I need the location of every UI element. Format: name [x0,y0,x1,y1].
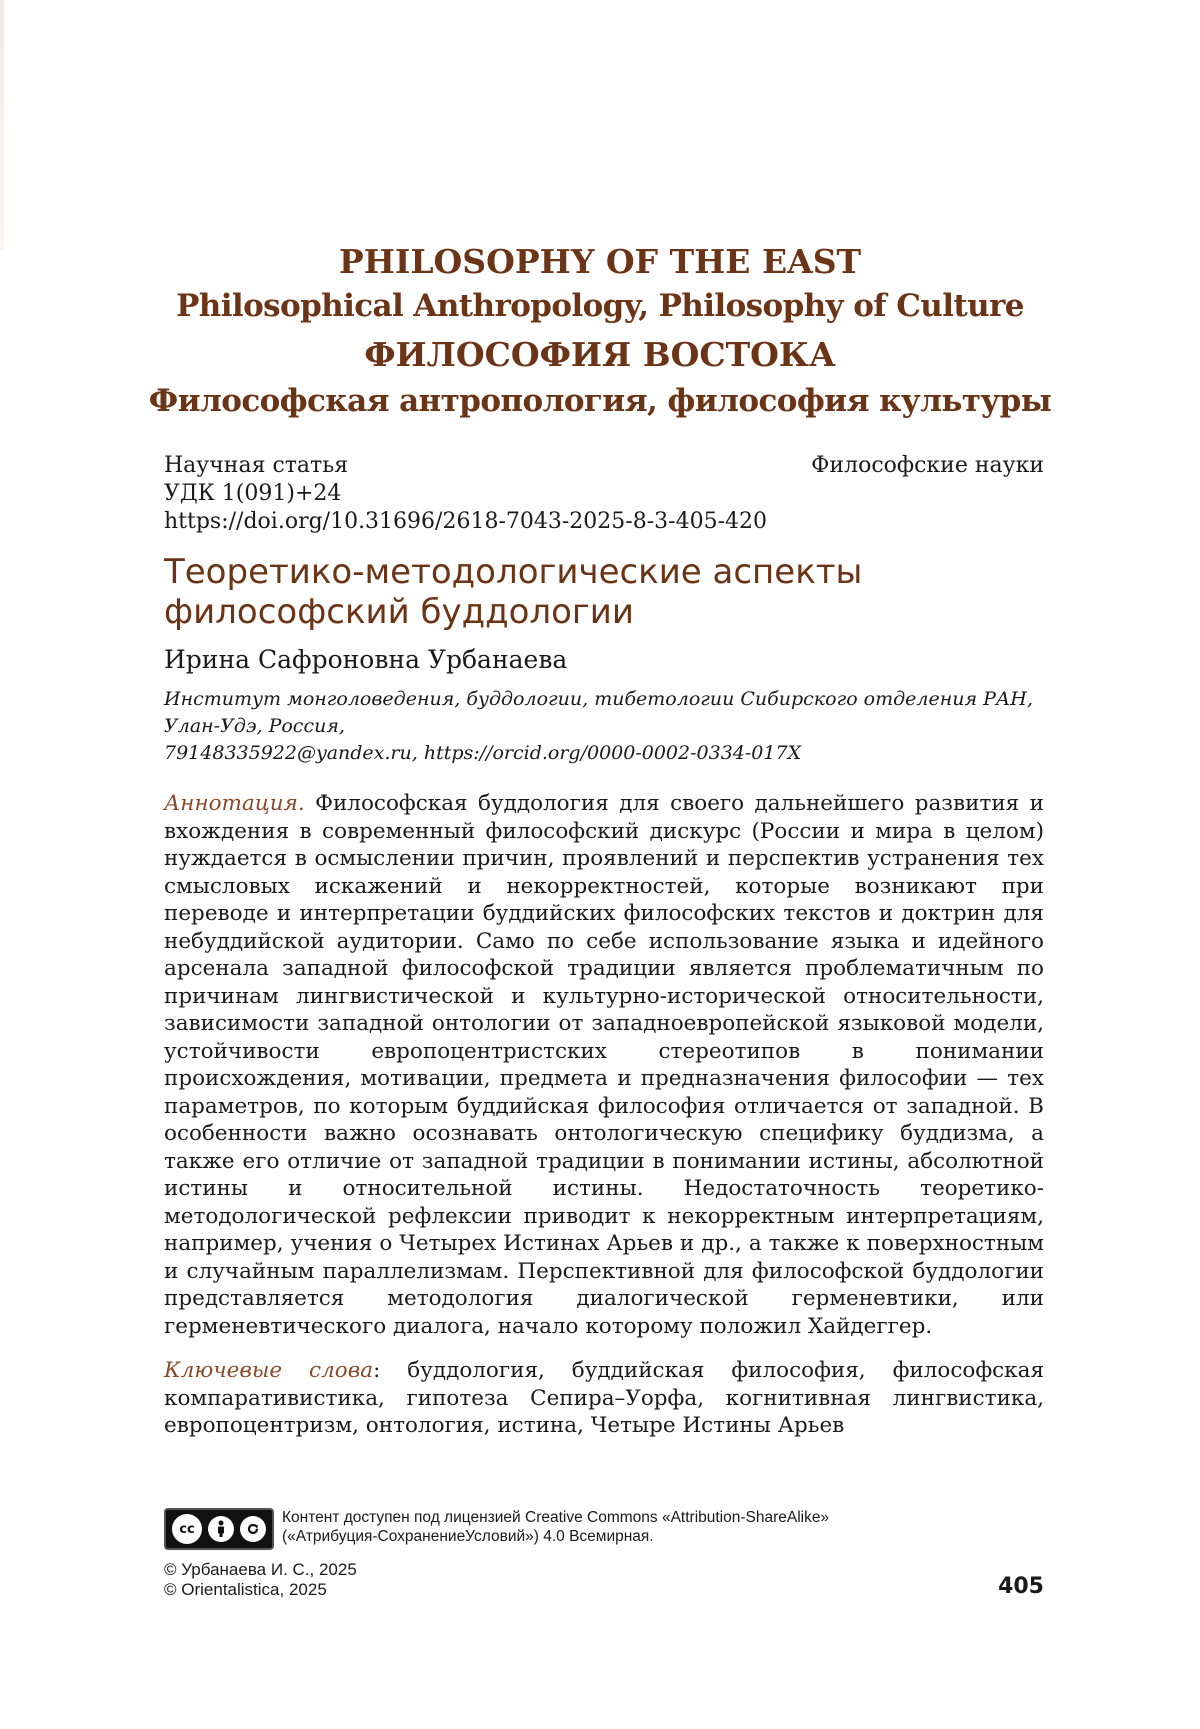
section-header [0,240,1200,424]
cc-license-badge[interactable] [164,1508,274,1550]
license-text [282,1508,982,1546]
article-title-line1: Теоретико-методологические аспекты [164,552,863,592]
abstract-label: Аннотация. [164,791,305,816]
sharealike-icon [240,1516,266,1542]
article-meta [164,452,1044,536]
cc-icon: cc [172,1514,202,1544]
copyright-author: © Урбанаева И. С., 2025 [164,1560,357,1579]
keywords-text: : буддология, буддийская философия, философская компаративистика, гипотеза Сепира–Уорфа, когнитивная лингвистика, европоцентризм, онтология, истина, Четыре Истины Арьев [164,1358,1045,1438]
article-title [164,552,1044,632]
article-type: Научная статья [164,453,349,478]
abstract-text: Философская буддология для своего дальнейшего развития и вхождения в современный философский дискурс (России и мира в целом) нуждается в осмыслении причин, проявлений и перспектив устранения тех смысловых искажений и некорректностей, которые возникают при переводе и интерпретации буддийских философских текстов и доктрин для небуддийской аудитории. Само по себе использование языка и идейного арсенала западной философской традиции является проблематичным по причинам лингвистической и культурно-исторической относительности, зависимости западной онтологии от западноевропейской языковой модели, устойчивости европоцентристских стереотипов в понимании происхождения, мотивации, предмета и предназначения философии — тех параметров, по которым буддийская философия отличается от западной. В особенности важно осознавать онтологическую специфику буддизма, а также его отличие от западной традиции в понимании истины, абсолютной истины и относительной истины. Недостаточность теоретико-методологической рефлексии приводит к некорректным интерпретациям, например, учения о Четырех Истинах Арьев и др., а также к поверхностным и случайным параллелизмам. Перспективной для философской буддологии представляется методология диалогической герменевтики, или герменевтического диалога, начало которому положил Хайдеггер. [164,791,1044,1339]
affiliation-institute: Институт монголоведения, буддологии, тибетологии Сибирского отделения РАН, [164,688,1033,710]
section-subtitle-en: Philosophical Anthropology, Philosophy of Culture [176,288,1024,324]
page-number: 405 [998,1574,1044,1599]
page-edge-mark [0,0,4,250]
section-subtitle-ru: Философская антропология, философия культуры [148,383,1052,419]
attribution-icon [208,1516,234,1542]
copyright [164,1560,357,1600]
section-title-en: PHILOSOPHY OF THE EAST [338,242,862,281]
doi-link[interactable]: https://doi.org/10.31696/2618-7043-2025-8-3-405-420 [164,509,768,534]
keywords-label: Ключевые слова [164,1358,374,1383]
author-affiliation [164,686,1044,767]
udc-code: УДК 1(091)+24 [164,481,342,506]
license-block [164,1508,982,1550]
license-line1: Контент доступен под лицензией Creative Commons «Attribution-ShareAlike» [282,1509,830,1526]
keywords [164,1357,1044,1440]
license-line2: («Атрибуция-СохранениеУсловий») 4.0 Всемирная. [282,1528,654,1545]
affiliation-contacts[interactable]: 79148335922@yandex.ru, https://orcid.org/0000-0002-0334-017X [164,742,802,764]
author-name: Ирина Сафроновна Урбанаева [164,645,568,674]
affiliation-city: Улан-Удэ, Россия, [164,715,345,737]
discipline: Философские науки [811,453,1044,478]
copyright-publisher: © Orientalistica, 2025 [164,1580,327,1599]
article-title-line2: философский буддологии [164,592,634,632]
abstract [164,790,1044,1340]
section-title-ru: ФИЛОСОФИЯ ВОСТОКА [364,335,836,374]
